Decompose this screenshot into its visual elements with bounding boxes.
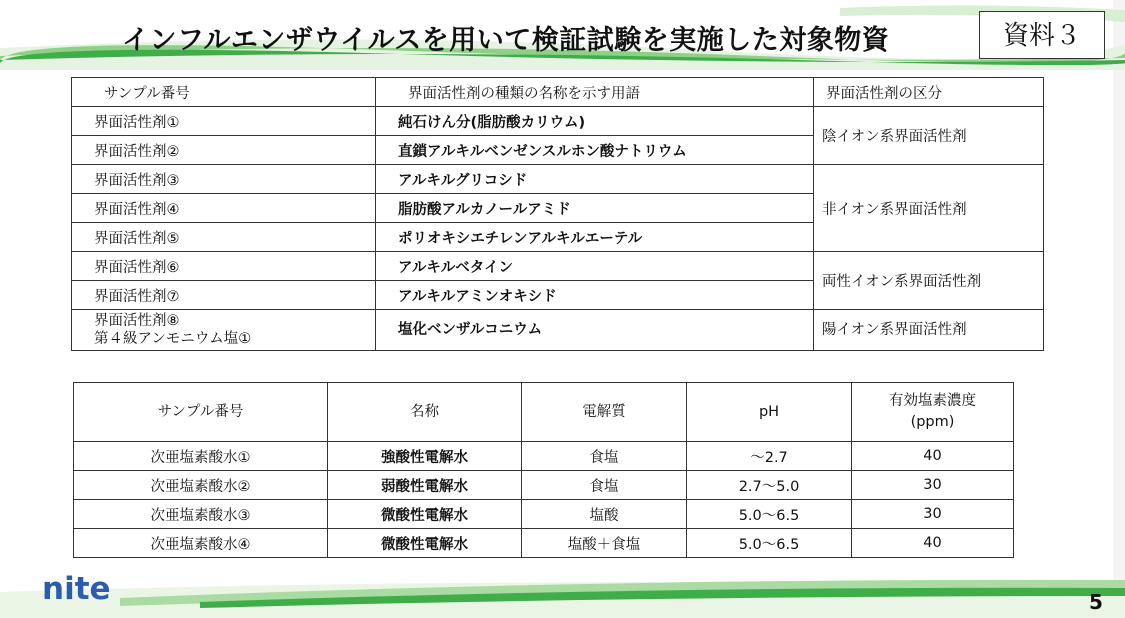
header-surfactant-category: 界面活性剤の区分	[814, 78, 1044, 107]
ph-cell: 5.0～6.5	[687, 529, 852, 558]
table-row	[72, 310, 1044, 351]
table-row	[74, 500, 1014, 529]
name-cell: 微酸性電解水	[328, 529, 522, 558]
sample-cell: 界面活性剤③	[72, 165, 376, 194]
header-name: 名称	[328, 383, 522, 442]
category-cell: 非イオン系界面活性剤	[814, 165, 1044, 252]
sample-cell: 界面活性剤⑥	[72, 252, 376, 281]
sample-cell: 界面活性剤④	[72, 194, 376, 223]
sample-cell: 界面活性剤②	[72, 136, 376, 165]
sample-cell: 次亜塩素酸水①	[74, 442, 328, 471]
sample-line-2: 第４級アンモニウム塩①	[94, 331, 252, 347]
header-sample-number: サンプル番号	[74, 383, 328, 442]
ppm-cell: 40	[852, 442, 1014, 471]
right-frame	[1113, 0, 1125, 618]
name-cell: アルキルアミンオキシド	[376, 281, 814, 310]
table-row	[74, 529, 1014, 558]
sample-cell: 次亜塩素酸水③	[74, 500, 328, 529]
table-row	[74, 442, 1014, 471]
document-label: 資料３	[979, 11, 1105, 59]
sample-cell: 界面活性剤⑤	[72, 223, 376, 252]
header-ph: pH	[687, 383, 852, 442]
table-row	[72, 252, 1044, 281]
footer-swoosh-graphic	[0, 562, 1125, 618]
surfactant-table	[71, 77, 1044, 351]
name-cell: アルキルグリコシド	[376, 165, 814, 194]
sample-cell: 次亜塩素酸水④	[74, 529, 328, 558]
header-surfactant-name: 界面活性剤の種類の名称を示す用語	[376, 78, 814, 107]
header-chlorine-line-2: (ppm)	[910, 414, 955, 430]
table-header-row	[72, 78, 1044, 107]
page-title: インフルエンザウイルスを用いて検証試験を実施した対象物資	[122, 25, 890, 56]
header-sample-number: サンプル番号	[72, 78, 376, 107]
sample-cell: 次亜塩素酸水②	[74, 471, 328, 500]
name-cell: アルキルベタイン	[376, 252, 814, 281]
electrolyte-cell: 食塩	[522, 471, 687, 500]
table-row	[72, 165, 1044, 194]
nite-logo: nite	[42, 571, 111, 607]
category-cell: 陰イオン系界面活性剤	[814, 107, 1044, 165]
footer-band	[0, 562, 1125, 618]
name-cell: 純石けん分(脂肪酸カリウム)	[376, 107, 814, 136]
header-chlorine-line-1: 有効塩素濃度	[889, 393, 976, 409]
electrolyte-cell: 塩酸	[522, 500, 687, 529]
name-cell: 直鎖アルキルベンゼンスルホン酸ナトリウム	[376, 136, 814, 165]
table-header-row	[74, 383, 1014, 442]
page-number: 5	[1089, 590, 1103, 614]
name-cell: 弱酸性電解水	[328, 471, 522, 500]
ppm-cell: 30	[852, 471, 1014, 500]
category-cell: 両性イオン系界面活性剤	[814, 252, 1044, 310]
header-chlorine-concentration	[852, 383, 1014, 442]
name-cell: 微酸性電解水	[328, 500, 522, 529]
ph-cell: 2.7～5.0	[687, 471, 852, 500]
table-row	[72, 107, 1044, 136]
name-cell: ポリオキシエチレンアルキルエーテル	[376, 223, 814, 252]
hypochlorous-acid-table	[73, 382, 1014, 558]
ppm-cell: 40	[852, 529, 1014, 558]
sample-line-1: 界面活性剤⑧	[94, 313, 180, 329]
ppm-cell: 30	[852, 500, 1014, 529]
ph-cell: 5.0～6.5	[687, 500, 852, 529]
name-cell: 強酸性電解水	[328, 442, 522, 471]
sample-cell: 界面活性剤①	[72, 107, 376, 136]
table-row	[74, 471, 1014, 500]
name-cell: 脂肪酸アルカノールアミド	[376, 194, 814, 223]
header-electrolyte: 電解質	[522, 383, 687, 442]
category-cell: 陽イオン系界面活性剤	[814, 310, 1044, 351]
electrolyte-cell: 食塩	[522, 442, 687, 471]
sample-cell: 界面活性剤⑦	[72, 281, 376, 310]
ph-cell: ～2.7	[687, 442, 852, 471]
name-cell: 塩化ベンザルコニウム	[376, 310, 814, 351]
sample-cell	[72, 310, 376, 351]
electrolyte-cell: 塩酸＋食塩	[522, 529, 687, 558]
